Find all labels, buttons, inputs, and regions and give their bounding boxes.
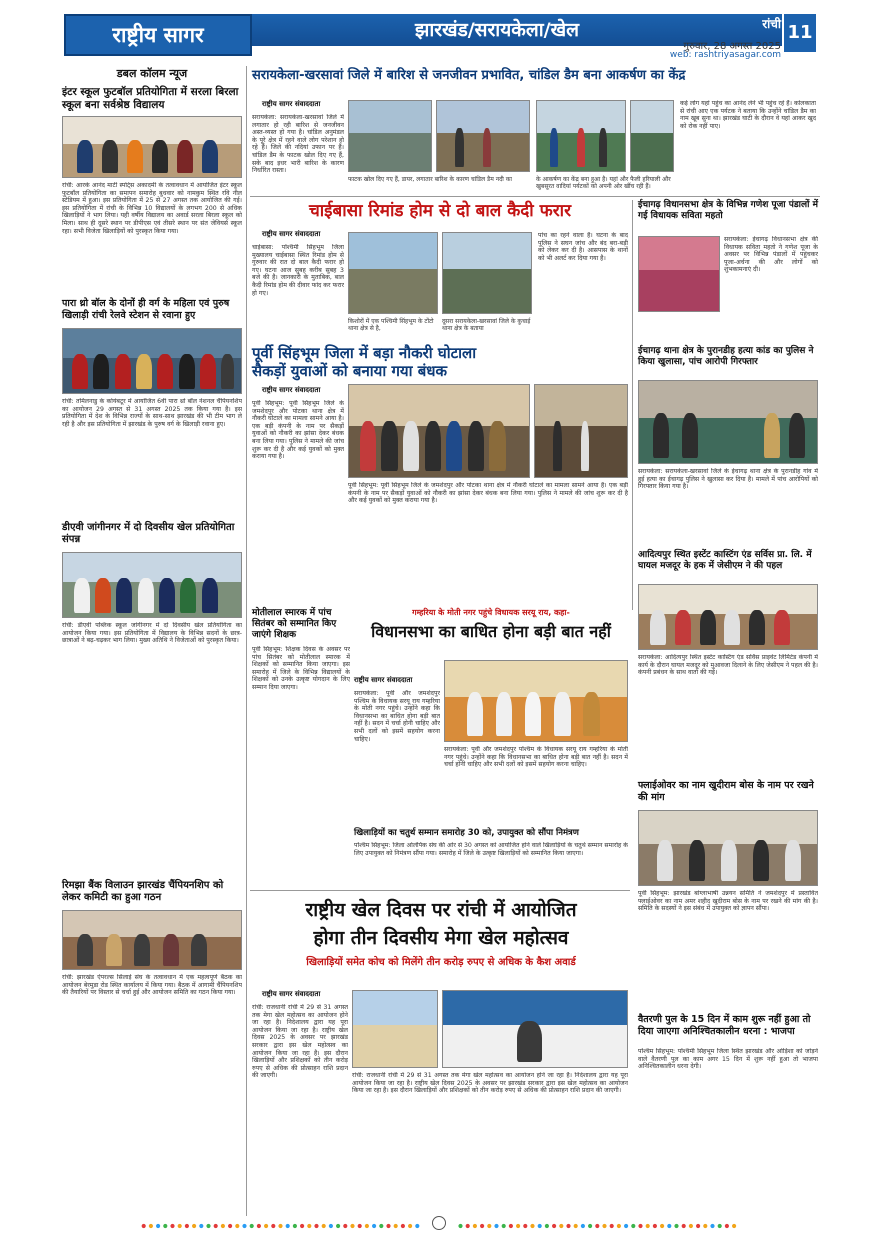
footer-dot [509,1224,513,1228]
footer-dot [185,1224,189,1228]
footer-dot [617,1224,621,1228]
chaibasa-caption-2: दूसरा सरायकेला-खरसावां जिले के कुचाई थाना क्षेत्र के बताया [442,318,531,333]
footer-dot [329,1224,333,1228]
top-story-caption-2: के आकर्षण का केंद्र बना हुआ है। यहां और फैली हरियाली और खुबसूरत वादियां पर्यटकों को अपनी ओर खींच रही हैं। [536,176,671,191]
footer-dot [559,1224,563,1228]
national-body-cont: रांची: राजधानी रांची में 29 से 31 अगस्त तक मेगा खेल महोत्सव का आयोजन होने जा रहा है। निदेशालय द्वारा यह पूरा आयोजन किया जा रहा है। राष्ट्रीय खेल दिवस 2025 के अवसर पर झारखंड सरकार द्वारा इस खेल महोत्सव का आयोजन किया जा रहा है। इस दौरान खिलाड़ियों और प्रशिक्षकों को तीन करोड़ रुपए से अधिक की प्रोत्साहन राशि प्रदान की जाएगी। [352,1072,628,1095]
footer-dot [610,1224,614,1228]
footer-dot [300,1224,304,1228]
footer-dot [242,1224,246,1228]
footer-dot [199,1224,203,1228]
website-url[interactable]: web: rashtriyasagar.com [669,50,781,60]
chaibasa-caption-1: किशोरों में एक पश्चिमी सिंहभूम के टोंटो थाना क्षेत्र से है, [348,318,434,333]
footer-dot [214,1224,218,1228]
footer-dot [235,1224,239,1228]
footer-dot [552,1224,556,1228]
footer-dot [581,1224,585,1228]
brand-box [64,14,252,56]
edition-date: गुरुवार, 28 अगस्त 2025 [683,41,781,52]
footer-dot [192,1224,196,1228]
footer-dot [696,1224,700,1228]
teachers-body: पूर्वी सिंहभूम: शिक्षक दिवस के अवसर पर पांच सितंबर को मोतीलाल स्मारक में शिक्षकों को सम्मानित किया जाएगा। इस समारोह में जिले के विभिन्न विद्यालयों के शिक्षकों को उनके उत्कृष्ट योगदान के लिए सम्मान दिया जाएगा। [252,646,350,691]
vidhansabha-headline[interactable]: विधानसभा का बाधित होना बड़ी बात नहीं [371,622,611,641]
footer-dot [336,1224,340,1228]
purbi-body: पूर्वी सिंहभूम: पूर्वी सिंहभूम जिले के जमशेदपुर और पोटका थाना क्षेत्र में नौकरी घोटाले का मामला सामने आया है। एक बड़ी कंपनी के नाम पर सैकड़ों युवाओं को नौकरी का झांसा देकर बंधक बना लिया गया। पुलिस ने मामले की जांच शुरू कर दी है और कई युवकों को मुक्त कराया गया है। [252,400,344,461]
story2-body: रांची: तमिलनाडु के कोयंबटूर में आयोजित 6वीं पारा थ्रो बॉल नेशनल चैंपियनशिप का आयोजन 29 अगस्त से 31 अगस्त 2025 तक किया गया है। इस प्रतियोगिता में देश के विभिन्न राज्यों के साथ-साथ झारखंड की भी टीम भाग ले रही है और इस प्रतियोगिता में झारखंड के पुरुष वर्ग के खिलाड़ी रवाना हुए। [62,398,242,428]
story4-body: रांची: झारखंड ऐपरल्स सिलाई संघ के तत्वावधान में एक महत्वपूर्ण बैठक का आयोजन बेरमुडा रोड स्थित कार्यालय में किया गया। बैठक में आगामी चैंपियनशिप की तैयारियों पर विस्तार से चर्चा हुई और आयोजन समिति का गठन किया गया। [62,974,242,997]
edition-city: रांची [762,17,781,31]
footer-dot [178,1224,182,1228]
story3-headline[interactable]: डीएवी जांगीनगर में दो दिवसीय खेल प्रतियोगिता संपन्न [62,522,235,545]
national-body: रांची: राजधानी रांची में 29 से 31 अगस्त तक मेगा खेल महोत्सव का आयोजन होने जा रहा है। निदेशालय द्वारा यह पूरा आयोजन किया जा रहा है। राष्ट्रीय खेल दिवस 2025 के अवसर पर झारखंड सरकार द्वारा इस खेल महोत्सव का आयोजन किया जा रहा है। इस दौरान खिलाड़ियों और प्रशिक्षकों को तीन करोड़ रुपए से अधिक की प्रोत्साहन राशि प्रदान की जाएगी। [252,1004,348,1080]
footer-dot [631,1224,635,1228]
top-story-body: सरायकेला: सरायकेला-खरसावां जिले में लगातार हो रही बारिश से जनजीवन अस्त-व्यस्त हो गया है। चांडिल अनुमंडल के पूरे क्षेत्र में रहने वाले लोग परेशान हो रहे हैं। जिले की नदियां उफान पर हैं। चांडिल डैम के फाटक खोल दिए गए हैं, सके बाद इधर भारी बारिश के कारण निर्धारित रास्ता। [252,114,344,175]
footer-dot [480,1224,484,1228]
national-headline-line1[interactable]: राष्ट्रीय खेल दिवस पर रांची में आयोजित [305,899,577,921]
right-story4-headline[interactable]: फ्लाईओवर का नाम खुदीराम बोस के नाम पर रखने की मांग [638,780,814,803]
story3-photo [62,552,242,618]
top-story-photo-1 [348,100,432,172]
right-story5-body: पश्चिम सिंहभूम: पश्चिमी सिंहभूम जिला स्थित झारखंड और ओड़िशा को जोड़ने वाले वैतरणी पुल का काम अगर 15 दिन में शुरू नहीं हुआ तो भाजपा अनिश्चितकालीन धरना देगी। [638,1048,818,1071]
page-number: 11 [784,14,816,52]
right-story4-photo [638,810,818,886]
national-byline: राष्ट्रीय सागर संवाददाता [262,990,321,998]
footer-dot [322,1224,326,1228]
footer-dot [408,1224,412,1228]
footer-dot [293,1224,297,1228]
vidhansabha-photo [444,660,628,742]
footer-dot [271,1224,275,1228]
footer-dot [703,1224,707,1228]
right-story2-body: सरायकेला: सरायकेला-खरसावां जिले के ईचागढ़ थाना क्षेत्र के पुरानडीह गांव में हुई हत्या का ईचागढ़ पुलिस ने खुलासा कर दिया है। मामले में पांच आरोपियों को गिरफ्तार किया गया है। [638,468,818,491]
national-top-rule [250,890,630,891]
right-story3-headline[interactable]: आदित्यपुर स्थित इस्टेंट कास्टिंग एंड सर्विस प्रा. लि. में घायल मजदूर के हक में जेसीएम ने की पहल [638,550,812,571]
purbi-photo-2 [534,384,628,478]
footer-dot [372,1224,376,1228]
left-column [62,66,242,1216]
footer-dot [487,1224,491,1228]
right-story5-headline[interactable]: वैतरणी पुल के 15 दिन में काम शुरू नहीं हुआ तो दिया जाएगा अनिश्चितकालीन धरना : भाजपा [638,1014,811,1037]
footer-dot [566,1224,570,1228]
vidhansabha-body: सरायकेला: पूर्वी और जमशेदपुर पश्चिम के विधायक सरयू राय गम्हरिया के मोती नगर पहुंचे। उन्होंने कहा कि विधानसभा का बाधित होना बड़ी बात नहीं है। सदन में चर्चा होनी चाहिए और सभी दलों को इसमें सहयोग करना चाहिए। [354,690,440,743]
chaibasa-byline: राष्ट्रीय सागर संवाददाता [262,230,321,238]
footer-dot [170,1224,174,1228]
vidhansabha-body-cont: सरायकेला: पूर्वी और जमशेदपुर पश्चिम के विधायक सरयू राय गम्हरिया के मोती नगर पहुंचे। उन्होंने कहा कि विधानसभा का बाधित होना बड़ी बात नहीं है। सदन में चर्चा होनी चाहिए और सभी दलों को इसमें सहयोग करना चाहिए। [444,746,628,769]
purbi-headline-line2[interactable]: सैकड़ों युवाओं को बनाया गया बंधक [252,362,448,380]
footer-dot [350,1224,354,1228]
footer-dot [163,1224,167,1228]
footer-dot [473,1224,477,1228]
footer-dot [516,1224,520,1228]
chaibasa-photo-1 [348,232,438,314]
footer-dot [653,1224,657,1228]
purbi-body-cont: पूर्वी सिंहभूम: पूर्वी सिंहभूम जिले के जमशेदपुर और पोटका थाना क्षेत्र में नौकरी घोटाले का मामला सामने आया है। एक बड़ी कंपनी के नाम पर सैकड़ों युवाओं को नौकरी का झांसा देकर बंधक बना लिया गया। पुलिस ने मामले की जांच शुरू कर दी है और कई युवकों को मुक्त कराया गया है। [348,482,628,505]
right-column [632,200,818,1216]
story2-headline[interactable]: पारा थ्रो बॉल के दोनों ही वर्ग के महिला एवं पुरुष खिलाड़ी रांची रेलवे स्टेशन से रवाना हुए [62,298,230,321]
footer-dot [221,1224,225,1228]
footer-dot [494,1224,498,1228]
footer-dot [228,1224,232,1228]
top-story-rule [250,196,820,197]
footer-dot [588,1224,592,1228]
footer-dot [595,1224,599,1228]
footer-dot [682,1224,686,1228]
story1-headline[interactable]: इंटर स्कूल फुटबॉल प्रतियोगिता में सरला बिरला स्कूल बना सर्वश्रेष्ठ विद्यालय [62,86,239,111]
footer-dot [638,1224,642,1228]
khiladi-headline[interactable]: खिलाड़ियों का चतुर्थ सम्मान समारोह 30 को, उपायुक्त को सौंपा निमंत्रण [354,828,579,838]
top-story-headline[interactable]: सरायकेला-खरसावां जिले में बारिश से जनजीवन प्रभावित, चांडिल डैम बना आकर्षण का केंद्र [252,68,686,83]
footer-dot [343,1224,347,1228]
vidhansabha-byline: राष्ट्रीय सागर संवाददाता [354,676,413,684]
footer-dot [149,1224,153,1228]
footer-dot [415,1224,419,1228]
footer-compass-icon [432,1216,446,1230]
right-story1-photo [638,236,720,312]
footer-dot [718,1224,722,1228]
right-story1-headline[interactable]: ईचागढ़ विधानसभा क्षेत्र के विभिन्न गणेश पूजा पंडालों में गई विधायक सविता महतो [638,200,818,221]
footer-dot [646,1224,650,1228]
story3-body: रांची: डीएवी पब्लिक स्कूल जांगीनगर में दो दिवसीय खेल प्रतियोगिता का आयोजन किया गया। इस प्रतियोगिता में विद्यालय के विभिन्न सदनों के छात्र-छात्राओं ने बढ़-चढ़कर भाग लिया। मुख्य अतिथि ने विजेताओं को पुरस्कृत किया। [62,622,242,645]
footer-dot [523,1224,527,1228]
footer-dot [725,1224,729,1228]
footer-dot [458,1224,462,1228]
footer-dot [206,1224,210,1228]
footer-dot [314,1224,318,1228]
story4-photo [62,910,242,970]
purbi-headline-line1[interactable]: पूर्वी सिंहभूम जिला में बड़ा नौकरी घोटाला [252,344,477,362]
footer-dot [250,1224,254,1228]
footer-dot [278,1224,282,1228]
right-story3-photo [638,584,818,650]
khiladi-body: पश्चिम सिंहभूम: जिला ओलंपिक संघ की ओर से 30 अगस्त को आयोजित होने वाले खिलाड़ियों के चतुर्थ सम्मान समारोह के लिए उपायुक्त को निमंत्रण सौंपा गया। समारोह में जिले के उत्कृष्ट खिलाड़ियों को सम्मानित किया जाएगा। [354,842,628,857]
footer-dot [674,1224,678,1228]
chaibasa-body: चाईबासा: पश्चिमी सिंहभूम जिला मुख्यालय चाईबासा स्थित रिमांड होम से गुरुवार की रात दो बाल कैदी फरार हो गए। घटना आज सुबह करीब सुबह 3 बजे की है। जानकारी के मुताबिक, बाल कैदी रिमांड होम की दीवार फांद कर फरार हो गए। [252,244,344,297]
teachers-headline[interactable]: मोतीलाल स्मारक में पांच सितंबर को सम्मानित किए जाएंगे शिक्षक [252,608,337,640]
footer-dot [466,1224,470,1228]
national-headline-line2[interactable]: होगा तीन दिवसीय मेगा खेल महोत्सव [313,927,569,949]
footer-dot [257,1224,261,1228]
right-story1-body: सरायकेला: ईचागढ़ विधानसभा क्षेत्र की विधायक सविता महतो ने गणेश पूजा के अवसर पर विभिन्न पंडालों में पहुंचकर पूजा-अर्चना की और लोगों को शुभकामनाएं दी। [724,236,818,274]
footer-dot [379,1224,383,1228]
chaibasa-photo-2 [442,232,532,314]
footer-dot [732,1224,736,1228]
purbi-photo [348,384,530,478]
national-photo-2 [442,990,628,1068]
top-story-side-text: कई लोग यहां पहुंच का आनंद लेने भी पहुंच रहे हैं। कोलकाता से रांची आए एक पर्यटक ने बताया कि उन्होंने चांडिल डैम का नाम खूब सुना था। झारखंड घाटी के दौरान वे यहां आकर खुद को रोक नहीं पाए। [680,100,816,130]
footer-dot [365,1224,369,1228]
right-story3-body: सरायकेला: आदित्यपुर स्थित इस्टेंट कास्टिंग एंड सर्विस प्राइवेट लिमिटेड कंपनी में कार्य के दौरान घायल मजदूर को मुआवजा दिलाने के लिए जेसीएम ने पहल की है। कंपनी प्रबंधन के साथ वार्ता की गई। [638,654,818,677]
national-photo-1 [352,990,438,1068]
section-tag: डबल कॉलम न्यूज [62,66,242,82]
footer-dot [386,1224,390,1228]
top-story-photo-4 [630,100,674,172]
footer-dot [142,1224,146,1228]
footer-dot [689,1224,693,1228]
story1-photo [62,116,242,178]
chaibasa-side-text: पांच का रहने वाला है। घटना के बाद पुलिस ने सघन जांच और बंद बरा-बड़ी को लेकर कर दी है। आसपास के थानों को भी अलर्ट कर दिया गया है। [538,232,628,262]
masthead [0,0,877,62]
section-title: झारखंड/सरायकेला/खेल [414,19,580,41]
right-story2-photo [638,380,818,464]
footer-dot [156,1224,160,1228]
footer-dot [574,1224,578,1228]
footer-dot [530,1224,534,1228]
top-story-byline: राष्ट्रीय सागर संवाददाता [262,100,321,108]
top-story-photo-3 [536,100,626,172]
footer-dot [286,1224,290,1228]
vidhansabha-kicker: गम्हरिया के मोती नगर पहुंचे विधायक सरयू राय, कहा- [412,608,570,617]
footer-dot [545,1224,549,1228]
story2-photo [62,328,242,394]
footer-dot [667,1224,671,1228]
newspaper-brand: राष्ट्रीय सागर [112,22,204,47]
footer-dot [602,1224,606,1228]
footer-dot [394,1224,398,1228]
story4-headline[interactable]: रिमझा बैंक विलाउन झारखंड चैंपियनशिप को लेकर कमिटी का हुआ गठन [62,880,224,903]
right-story4-body: पूर्वी सिंहभूम: झारखंड बांग्लाभाषी उन्नयन समिति ने जमशेदपुर में प्रस्तावित फ्लाईओवर का नाम अमर शहीद खुदीराम बोस के नाम पर रखने की मांग की है। समिति के सदस्यों ने इस संबंध में उपायुक्त को ज्ञापन सौंपा। [638,890,818,913]
footer-dot [710,1224,714,1228]
footer-dot [264,1224,268,1228]
footer-dot [538,1224,542,1228]
left-column-rule [246,66,247,1216]
footer-dot [624,1224,628,1228]
top-story-photo-2 [436,100,530,172]
footer-dot [358,1224,362,1228]
purbi-byline: राष्ट्रीय सागर संवाददाता [262,386,321,394]
footer-dot [401,1224,405,1228]
chaibasa-headline[interactable]: चाईबासा रिमांड होम से दो बाल कैदी फरार [308,201,572,221]
footer-dot [307,1224,311,1228]
footer-dot [660,1224,664,1228]
footer-dot [502,1224,506,1228]
national-subhead: खिलाड़ियों समेत कोच को मिलेंगे तीन करोड़ रुपए से अधिक के कैश अवार्ड [306,957,576,968]
story1-body: रांची: आरके आनंद मार्टी स्पोर्ट्स अकादमी के तत्वावधान में आयोजित इंटर स्कूल फुटबॉल प्रतियोगिता का समापन समारोह बुधवार को नामकुम स्थित रवि नील स्टेडियम में हुआ। इस प्रतियोगिता में 25 से 27 अगस्त तक आयोजित की गई। इस प्रतियोगिता में रांची के विभिन्न 10 विद्यालयों के लगभग 200 से अधिक खिलाड़ियों ने भाग लिया। यही वर्षीय विद्यालय का अवार्ड सरला बिरला स्कूल को मिला। साथ ही दूसरे स्थान पर डीपीएस एवं तीसरे स्थान पर संत जेवियर्स स्कूल रहा। सभी विजेता खिलाड़ियों को पुरस्कृत किया गया। [62,182,242,235]
top-story-caption-1: फाटक खोल दिए गए हैं, डायर, लगातार बारिश के कारण चांडिल डैम नदी का [348,176,512,183]
right-story2-headline[interactable]: ईचागढ़ थाना क्षेत्र के पुरानडीह हत्या कांड का पुलिस ने किया खुलासा, पांच आरोपी गिरफ्तार [638,346,814,367]
